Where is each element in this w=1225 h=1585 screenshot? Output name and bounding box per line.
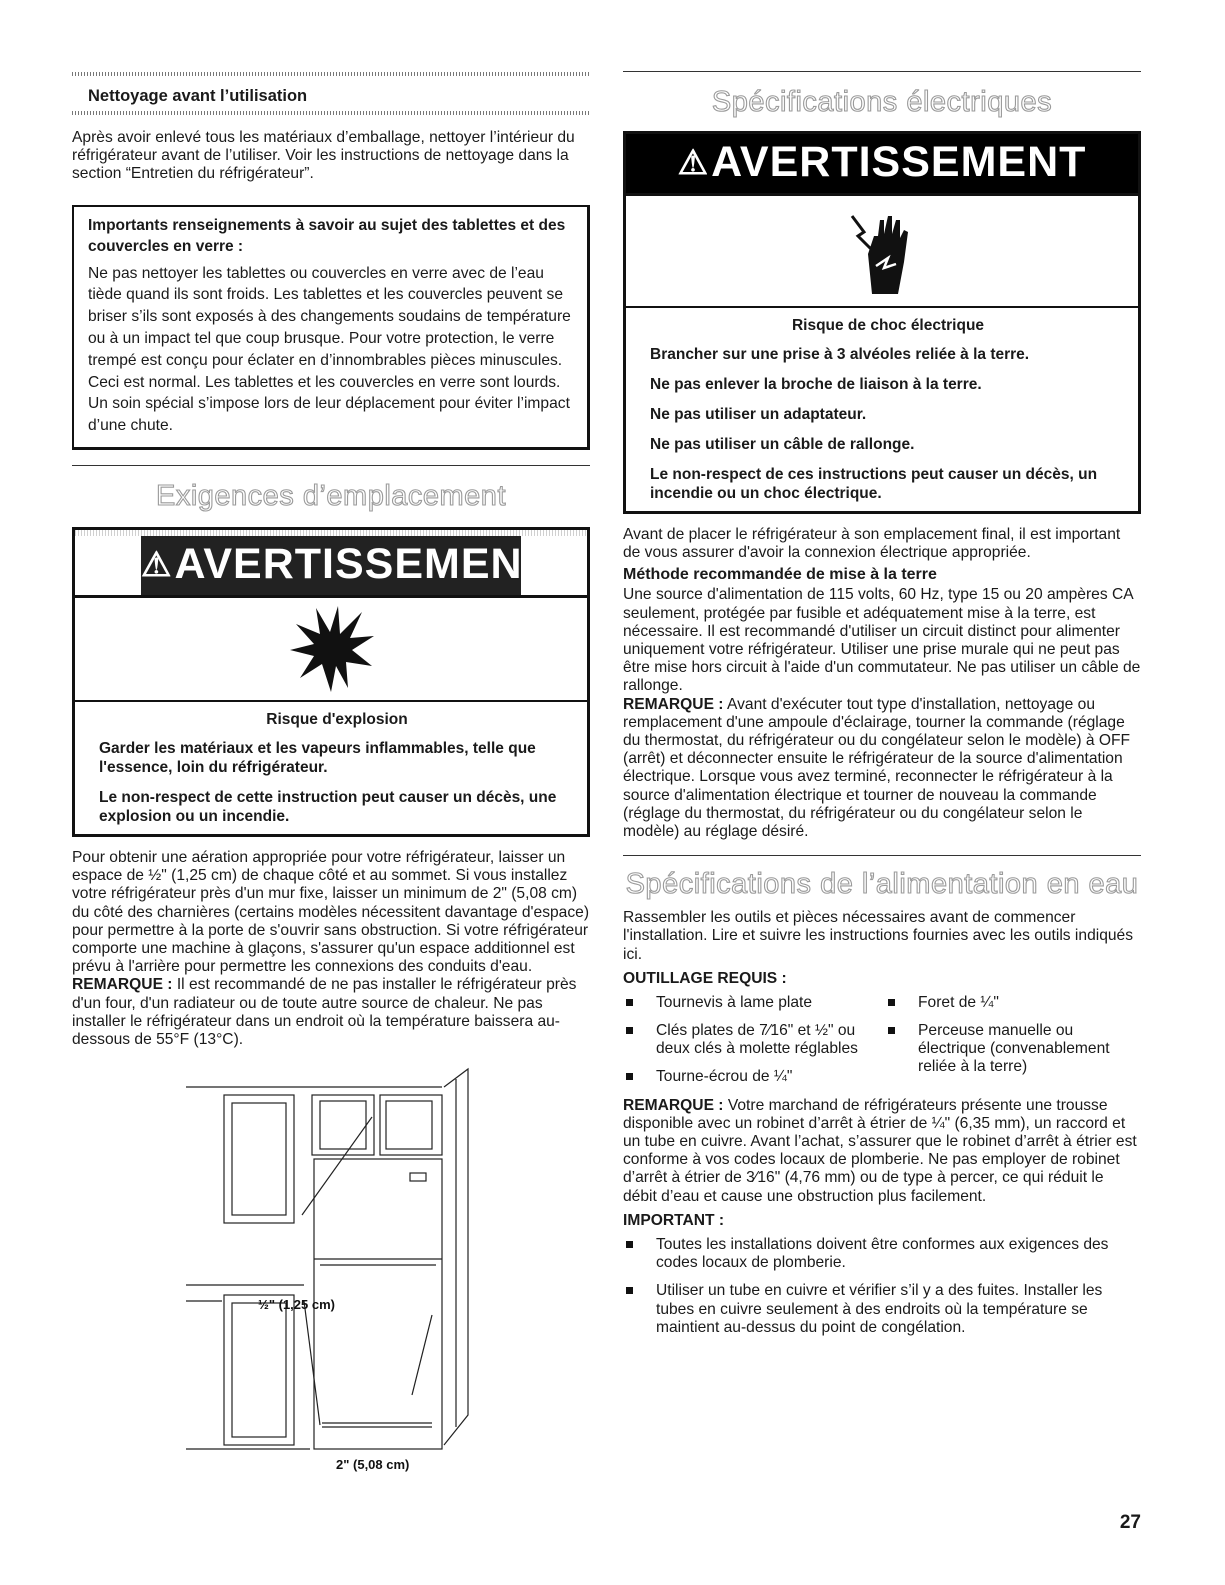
water-intro: Rassembler les outils et pièces nécessaires avant de commencer l'installation. Lire et suivre les instructions fournies avec les outils indiqués ici. <box>623 909 1134 963</box>
electrical-intro: Avant de placer le réfrigérateur à son emplacement final, il est important de vous assurer d'avoir la connexion électrique appropriée. <box>623 526 1121 562</box>
list-item: Perceuse manuelle ou électrique (convenablement reliée à la terre) <box>885 1022 1141 1077</box>
tools-list <box>623 994 1141 1097</box>
warning-triangle-icon: ⚠ <box>141 545 173 584</box>
warning-line: Brancher sur une prise à 3 alvéoles reliée à la terre. <box>650 346 1030 363</box>
divider <box>72 111 590 115</box>
warning-line: Le non-respect de ces instructions peut causer un décès, un incendie ou un choc électrique. <box>650 466 1098 502</box>
water-note <box>623 1097 1141 1206</box>
warning-line: Le non-respect de cette instruction peut causer un décès, une explosion ou un incendie. <box>99 788 557 825</box>
left-column <box>72 0 590 1473</box>
warning-line: Garder les matériaux et les vapeurs inflammables, telle que l'essence, loin du réfrigérateur. <box>99 739 536 776</box>
shock-warning-box <box>623 131 1141 514</box>
important-list <box>623 1236 1141 1337</box>
explosion-icon <box>286 604 376 694</box>
note-text: Votre marchand de réfrigérateurs présente une trousse disponible avec un robinet d’arrêt à étrier de ¼" (6,35 mm), un raccord et un tube en cuivre. Avant l’achat, s’assurer que le robinet d’arrêt à étrier est conforme à vos codes locaux de plomberie. Ne pas employer de robinet d’arrêt à étrier de 3⁄16" (4,76 mm) ou de type à percer, ce qui réduit le débit d’eau et cause une obstruction plus facilement. <box>623 1096 1137 1205</box>
location-note <box>72 976 590 1049</box>
note-label: REMARQUE : <box>623 695 724 713</box>
refrigerator-clearance-illustration <box>72 1065 590 1473</box>
side-clearance-label: ½" (1,25 cm) <box>258 1297 335 1313</box>
warning-line: Ne pas utiliser un câble de rallonge. <box>650 436 915 453</box>
note-label: REMARQUE : <box>72 976 173 994</box>
clearance-diagram <box>72 1065 590 1473</box>
warning-line: Ne pas enlever la broche de liaison à la terre. <box>650 376 982 393</box>
location-section-title: Exigences d’emplacement <box>155 479 506 512</box>
warning-text <box>75 702 587 834</box>
electrical-section-title: Spécifications électriques <box>711 86 1053 118</box>
list-item: Clés plates de 7⁄16" et ½" ou deux clés à molette réglables <box>623 1022 879 1058</box>
water-section-title: Spécifications de l’alimentation en eau <box>625 868 1139 901</box>
note-label: REMARQUE : <box>623 1096 724 1114</box>
glass-info-text: Ne pas nettoyer les tablettes ou couvercles en verre avec de l’eau tiède quand ils sont froids. Les tablettes et les couvercles peuvent se briser s’ils sont exposés à des changements soudains de température ou à un impact tel que coup brusque. Pour votre protection, le verre trempé est conçu pour éclater en d’innombrables pièces minuscules. Ceci est normal. Les tablettes et les couvercles en verre sont lourds. Un soin spécial s’impose lors de leur déplacement pour éviter l’impact d’une chute. <box>88 264 571 435</box>
explosion-warning-box <box>72 527 590 837</box>
shock-hazard-title: Risque de choc électrique <box>791 317 985 334</box>
electrical-note <box>623 696 1141 842</box>
explosion-hazard-title: Risque d'explosion <box>266 710 408 728</box>
section-rule <box>623 855 1141 856</box>
important-heading: IMPORTANT : <box>623 1211 725 1229</box>
warning-triangle-icon: ⚠ <box>677 144 710 182</box>
tools-list-right <box>879 994 1141 1097</box>
list-item: Utiliser un tube en cuivre et vérifier s’il y a des fuites. Installer les tubes en cuivre seulement à des endroits où la température se maintient au-dessus du point de congélation. <box>623 1282 1141 1337</box>
section-rule <box>72 465 590 466</box>
list-item: Toutes les installations doivent être conformes aux exigences des codes locaux de plomberie. <box>623 1236 1141 1272</box>
note-text: Avant d'exécuter tout type d'installation, nettoyage ou remplacement d'une ampoule d'éclairage, tourner la commande (réglage du thermostat, du réfrigérateur ou du congélateur selon le modèle) à OFF (arrêt) et déconnecter ensuite le réfrigérateur de la source d'alimentation électrique. Lorsque vous avez terminé, reconnecter le réfrigérateur à la source d'alimentation électrique et tourner de nouveau la commande (réglage du thermostat, du réfrigérateur ou du congélateur selon le modèle) au réglage désiré. <box>623 695 1131 841</box>
shock-pictogram <box>626 193 1138 308</box>
list-item: Tourne-écrou de ¼" <box>623 1068 879 1086</box>
warning-header: ⚠AVERTISSEMENT <box>626 134 1138 193</box>
right-column <box>623 0 1141 1347</box>
electric-shock-icon <box>842 206 922 296</box>
location-text: Pour obtenir une aération appropriée pour votre réfrigérateur, laisser un espace de ½" (1,25 cm) de chaque côté et au sommet. Si vous installez votre réfrigérateur près d'un mur fixe, laisser un minimum de 2" (5,08 cm) du côté des charnières (certains modèles nécessitent davantage d'espace) pour permettre à la porte de s'ouvrir sans obstruction. Si votre réfrigérateur comporte une machine à glaçons, s'assurer qu'un espace additionnel est prévu à l'arrière pour permettre les connexions des conduits d'eau. <box>72 848 590 976</box>
warning-text <box>626 308 1138 511</box>
section-rule <box>623 71 1141 72</box>
list-item: Foret de ¼" <box>885 994 1141 1012</box>
warning-line: Ne pas utiliser un adaptateur. <box>650 406 867 423</box>
glass-info-title: Importants renseignements à savoir au sujet des tablettes et des couvercles en verre : <box>88 216 566 255</box>
hinge-clearance-label: 2" (5,08 cm) <box>336 1457 410 1473</box>
cleaning-text: Après avoir enlevé tous les matériaux d’emballage, nettoyer l’intérieur du réfrigérateur avant de l’utiliser. Voir les instructions de nettoyage dans la section “Entretien du réfrigérateur”. <box>72 129 575 183</box>
explosion-pictogram <box>75 595 587 702</box>
glass-info-box <box>72 205 590 450</box>
warning-header: ⚠AVERTISSEMENT <box>141 536 521 595</box>
page-number: 27 <box>1119 1512 1141 1533</box>
grounding-text: Une source d'alimentation de 115 volts, 60 Hz, type 15 ou 20 ampères CA seulement, protégée par fusible et adéquatement mise à la terre, est nécessaire. Il est recommandé d'utiliser un circuit distinct pour alimenter uniquement votre réfrigérateur. Utiliser une prise murale qui ne peut pas être mise hors circuit à l'aide d'un commutateur. Ne pas utiliser un câble de rallonge. <box>623 586 1141 695</box>
tools-heading: OUTILLAGE REQUIS : <box>623 969 787 987</box>
tools-list-left <box>623 994 879 1097</box>
list-item: Tournevis à lame plate <box>623 994 879 1012</box>
grounding-heading: Méthode recommandée de mise à la terre <box>623 566 937 584</box>
cleaning-heading: Nettoyage avant l’utilisation <box>88 87 308 105</box>
note-text: Il est recommandé de ne pas installer le réfrigérateur près d'un four, d'un radiateur ou de toute autre source de chaleur. Ne pas installer le réfrigérateur dans un endroit où la température baissera au-dessous de 55°F (13°C). <box>72 976 577 1049</box>
